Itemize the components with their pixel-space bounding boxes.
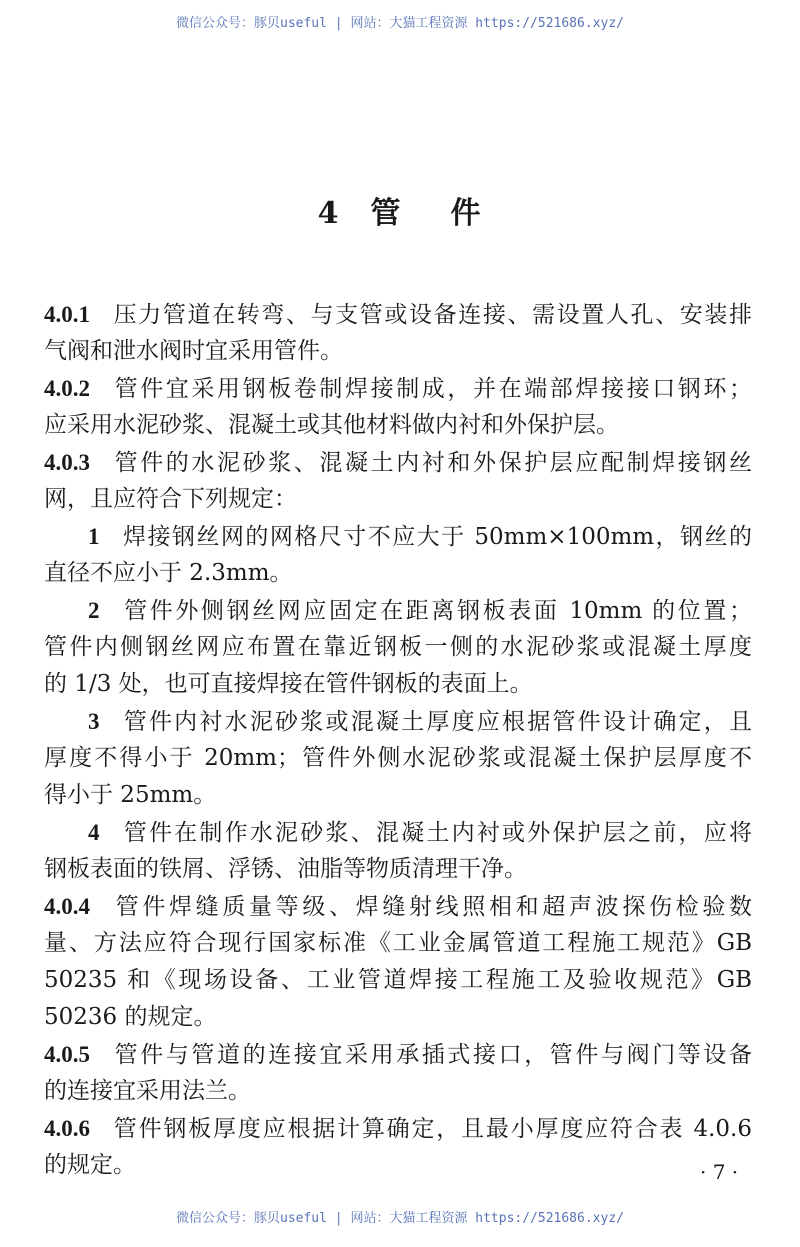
clause-number: 2 bbox=[88, 598, 100, 623]
line-text: 直径不应小于 2.3mm。 bbox=[44, 560, 293, 586]
text-line bbox=[44, 1110, 752, 1147]
clause-number: 4.0.3 bbox=[44, 450, 90, 475]
text-line bbox=[44, 629, 752, 666]
clause-number: 4 bbox=[88, 820, 100, 845]
text-line bbox=[44, 962, 752, 999]
text-line bbox=[44, 296, 752, 333]
line-text: 网，且应符合下列规定： bbox=[44, 486, 297, 512]
line-text: 的规定。 bbox=[44, 1152, 136, 1178]
text-line bbox=[44, 1147, 752, 1184]
text-line bbox=[44, 518, 752, 555]
clause-number: 4.0.1 bbox=[44, 302, 90, 327]
document-body bbox=[44, 296, 752, 1184]
line-text: 50235 和《现场设备、工业管道焊接工程施工及验收规范》GB bbox=[44, 967, 752, 993]
text-line bbox=[44, 592, 752, 629]
text-line bbox=[44, 888, 752, 925]
page-number: · 7 · bbox=[700, 1160, 739, 1184]
line-text: 管件外侧钢丝网应固定在距离钢板表面 10mm 的位置； bbox=[121, 598, 752, 624]
text-line bbox=[44, 666, 752, 703]
text-line bbox=[44, 703, 752, 740]
text-line bbox=[44, 740, 752, 777]
text-line bbox=[44, 370, 752, 407]
line-text: 的 1/3 处，也可直接焊接在管件钢板的表面上。 bbox=[44, 671, 533, 697]
chapter-number: 4 bbox=[317, 196, 341, 231]
line-text: 管件内侧钢丝网应布置在靠近钢板一侧的水泥砂浆或混凝土厚度 bbox=[44, 634, 752, 660]
line-text: 50236 的规定。 bbox=[44, 1004, 217, 1030]
text-line bbox=[44, 444, 752, 481]
chapter-title-char-2: 件 bbox=[450, 196, 483, 231]
line-text: 管件焊缝质量等级、焊缝射线照相和超声波探伤检验数 bbox=[112, 894, 752, 920]
line-text: 气阀和泄水阀时宜采用管件。 bbox=[44, 338, 343, 364]
line-text: 的连接宜采用法兰。 bbox=[44, 1078, 251, 1104]
line-text: 管件在制作水泥砂浆、混凝土内衬或外保护层之前，应将 bbox=[121, 820, 752, 846]
text-line bbox=[44, 333, 752, 370]
line-text: 得小于 25mm。 bbox=[44, 782, 217, 808]
text-line bbox=[44, 814, 752, 851]
line-text: 量、方法应符合现行国家标准《工业金属管道工程施工规范》GB bbox=[44, 930, 752, 956]
line-text: 应采用水泥砂浆、混凝土或其他材料做内衬和外保护层。 bbox=[44, 412, 619, 438]
chapter-title-char-1: 管 bbox=[370, 196, 403, 231]
watermark-top: 微信公众号：豚贝useful | 网站：大猫工程资源 https://521686.xyz/ bbox=[176, 16, 624, 31]
chapter-title bbox=[0, 188, 800, 232]
text-line bbox=[44, 1073, 752, 1110]
line-text: 焊接钢丝网的网格尺寸不应大于 50mm×100mm，钢丝的 bbox=[121, 524, 752, 550]
line-text: 管件内衬水泥砂浆或混凝土厚度应根据管件设计确定，且 bbox=[121, 709, 752, 735]
line-text: 钢板表面的铁屑、浮锈、油脂等物质清理干净。 bbox=[44, 856, 527, 882]
clause-number: 4.0.4 bbox=[44, 894, 90, 919]
text-line bbox=[44, 851, 752, 888]
text-line bbox=[44, 925, 752, 962]
line-text: 管件的水泥砂浆、混凝土内衬和外保护层应配制焊接钢丝 bbox=[112, 450, 752, 476]
line-text: 厚度不得小于 20mm；管件外侧水泥砂浆或混凝土保护层厚度不 bbox=[44, 745, 752, 771]
text-line bbox=[44, 555, 752, 592]
clause-number: 4.0.2 bbox=[44, 376, 90, 401]
clause-number: 4.0.6 bbox=[44, 1116, 90, 1141]
text-line bbox=[44, 999, 752, 1036]
clause-number: 1 bbox=[88, 524, 100, 549]
text-line bbox=[44, 1036, 752, 1073]
clause-number: 3 bbox=[88, 709, 100, 734]
clause-number: 4.0.5 bbox=[44, 1042, 90, 1067]
line-text: 管件与管道的连接宜采用承插式接口，管件与阀门等设备 bbox=[112, 1042, 752, 1068]
line-text: 管件宜采用钢板卷制焊接制成，并在端部焊接接口钢环； bbox=[112, 376, 752, 402]
line-text: 压力管道在转弯、与支管或设备连接、需设置人孔、安装排 bbox=[112, 302, 752, 328]
line-text: 管件钢板厚度应根据计算确定，且最小厚度应符合表 4.0.6 bbox=[112, 1116, 752, 1142]
text-line bbox=[44, 407, 752, 444]
text-line bbox=[44, 481, 752, 518]
text-line bbox=[44, 777, 752, 814]
watermark-bottom: 微信公众号：豚贝useful | 网站：大猫工程资源 https://521686.xyz/ bbox=[176, 1211, 624, 1226]
